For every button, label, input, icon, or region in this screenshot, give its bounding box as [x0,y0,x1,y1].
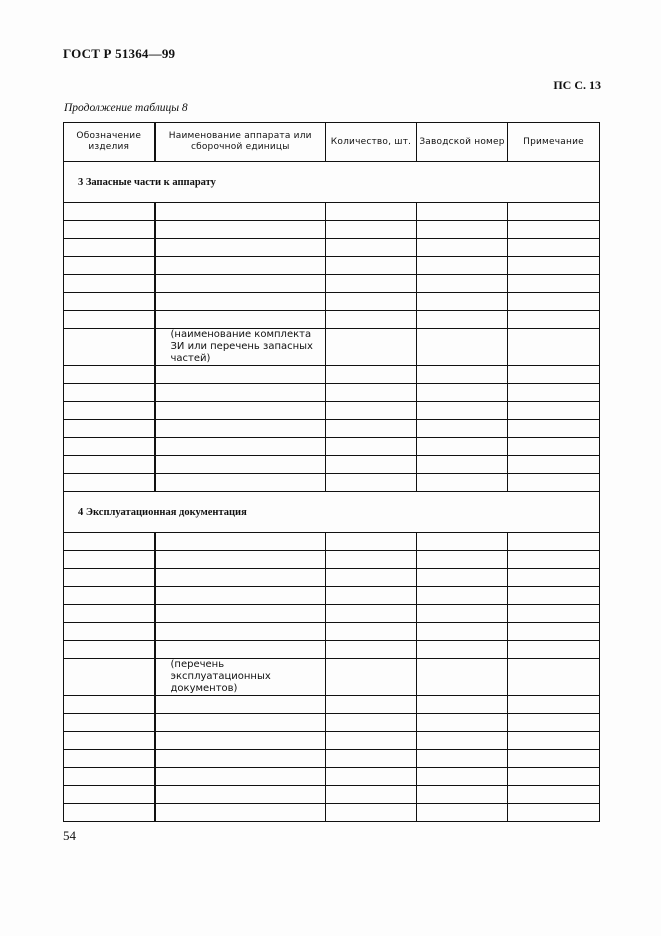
col-header-quantity: Количество, шт. [326,123,417,162]
page-reference: ПС С. 13 [553,78,601,92]
table-row [64,257,600,275]
table-row [64,474,600,492]
table-row [64,311,600,329]
standard-number: ГОСТ Р 51364—99 [63,46,176,61]
table-row [64,384,600,402]
section-title-spare-parts: 3 Запасные части к аппарату [64,162,600,203]
table-row-note [64,329,600,366]
table-row [64,239,600,257]
section-row-spare-parts [64,162,600,203]
col-header-name: Наименование аппарата или сборочной единицы [155,123,326,162]
col-header-serial: Заводской номер [417,123,508,162]
table-header-row [64,123,600,162]
table-row [64,786,600,804]
table-row [64,750,600,768]
table-row [64,732,600,750]
table-row-note [64,659,600,696]
table-row [64,551,600,569]
section-title-documentation: 4 Эксплуатационная документация [64,492,600,533]
table-caption: Продолжение таблицы 8 [64,102,188,114]
table-row [64,804,600,822]
table-row [64,714,600,732]
table-row [64,569,600,587]
col-header-note: Примечание [508,123,600,162]
table-row [64,533,600,551]
section-row-documentation [64,492,600,533]
table-row [64,402,600,420]
col-header-designation: Обозначение изделия [64,123,155,162]
table-row [64,768,600,786]
table-row [64,456,600,474]
table-row [64,203,600,221]
page-number: 54 [63,828,76,843]
equipment-table [63,122,600,822]
spare-parts-note: (наименование комплекта ЗИ или перечень запасных частей) [170,329,313,364]
documentation-note: (перечень эксплуатационных документов) [170,659,271,694]
table-row [64,587,600,605]
table-row [64,623,600,641]
table-row [64,366,600,384]
table-row [64,438,600,456]
table-row [64,275,600,293]
table-row [64,696,600,714]
table-row [64,641,600,659]
table-row [64,221,600,239]
table-row [64,605,600,623]
table-row [64,293,600,311]
table-row [64,420,600,438]
